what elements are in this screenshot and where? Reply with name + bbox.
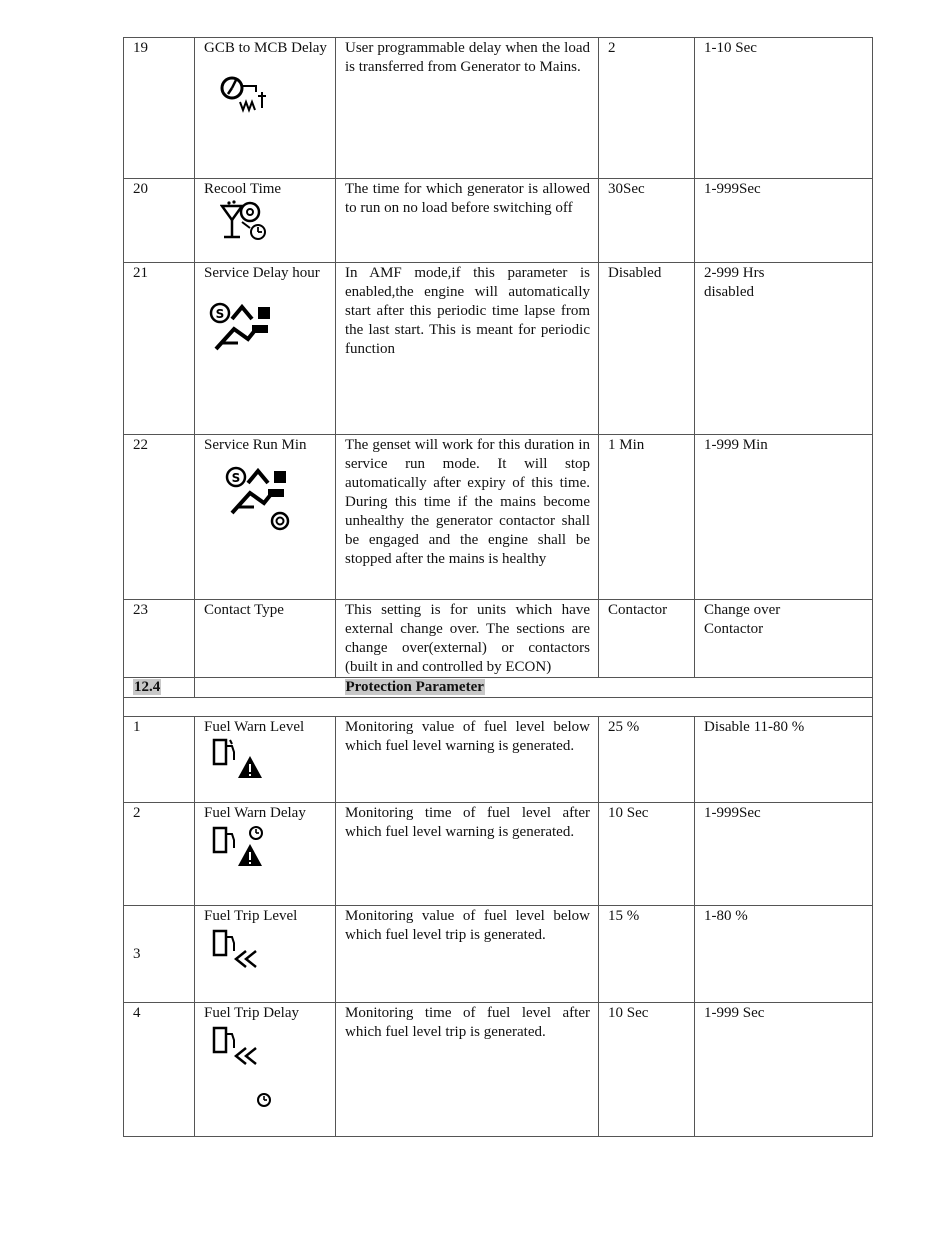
svg-text:S: S bbox=[215, 307, 225, 321]
parameter-name-cell bbox=[195, 803, 336, 906]
parameter-name-cell bbox=[195, 906, 336, 1003]
table-row bbox=[124, 435, 873, 600]
range-value: 1-999Sec bbox=[695, 179, 873, 263]
default-value: 10 Sec bbox=[599, 803, 695, 906]
range-value: 1-10 Sec bbox=[695, 38, 873, 179]
service-run-icon bbox=[224, 463, 327, 533]
fuel-trip-delay-icon bbox=[212, 1024, 327, 1108]
spacer-row bbox=[124, 698, 873, 717]
parameter-name: GCB to MCB Delay bbox=[204, 40, 327, 56]
parameter-name-cell bbox=[195, 1003, 336, 1137]
fuel-warn-level-icon bbox=[212, 738, 327, 780]
row-number: 1 bbox=[124, 717, 195, 803]
parameter-name-cell bbox=[195, 435, 336, 600]
parameter-name-cell bbox=[195, 179, 336, 263]
parameter-description: Monitoring value of fuel level below which fuel level warning is generated. bbox=[336, 717, 599, 803]
table-row bbox=[124, 38, 873, 179]
row-number: 4 bbox=[124, 1003, 195, 1137]
row-number: 19 bbox=[124, 38, 195, 179]
table-row bbox=[124, 906, 873, 1003]
parameter-name: Service Delay hour bbox=[204, 265, 320, 281]
parameter-name: Fuel Warn Delay bbox=[204, 805, 306, 821]
table-row bbox=[124, 717, 873, 803]
parameter-name-cell bbox=[195, 38, 336, 179]
range-value: Disable 11-80 % bbox=[695, 717, 873, 803]
parameter-name: Contact Type bbox=[195, 600, 336, 678]
table-row bbox=[124, 600, 873, 678]
gcb-mcb-delay-icon bbox=[218, 72, 327, 118]
default-value: 1 Min bbox=[599, 435, 695, 600]
section-title: Protection Parameter bbox=[345, 679, 484, 695]
default-value: 2 bbox=[599, 38, 695, 179]
range-value: 1-999Sec bbox=[695, 803, 873, 906]
parameter-name: Fuel Trip Delay bbox=[204, 1005, 300, 1021]
table-row bbox=[124, 179, 873, 263]
range-line: Change over bbox=[704, 602, 781, 618]
parameter-name: Fuel Warn Level bbox=[204, 719, 305, 735]
table-row bbox=[124, 803, 873, 906]
parameter-description: User programmable delay when the load is transferred from Generator to Mains. bbox=[336, 38, 599, 179]
parameter-description: Monitoring time of fuel level after which fuel level trip is generated. bbox=[336, 1003, 599, 1137]
row-number bbox=[124, 906, 195, 1003]
table-row bbox=[124, 1003, 873, 1137]
empty-cell bbox=[195, 678, 336, 698]
range-value bbox=[695, 600, 873, 678]
default-value: Contactor bbox=[599, 600, 695, 678]
section-title-cell bbox=[336, 678, 873, 698]
parameter-description: In AMF mode,if this parameter is enabled,the engine will automatically start after this periodic time lapse from the last start. This is meant for periodic function bbox=[336, 263, 599, 435]
parameter-name: Service Run Min bbox=[204, 437, 307, 453]
recool-time-icon bbox=[220, 200, 327, 244]
range-value: 1-80 % bbox=[695, 906, 873, 1003]
range-line: 2-999 Hrs bbox=[704, 265, 765, 281]
default-value: 30Sec bbox=[599, 179, 695, 263]
range-value bbox=[695, 263, 873, 435]
fuel-trip-level-icon bbox=[212, 927, 327, 971]
parameter-description: This setting is for units which have external change over. The sections are change over(external) or contactors (built in and controlled by ECON) bbox=[336, 600, 599, 678]
fuel-warn-delay-icon bbox=[212, 824, 327, 868]
row-number: 21 bbox=[124, 263, 195, 435]
table-row bbox=[124, 263, 873, 435]
svg-text:S: S bbox=[231, 471, 241, 485]
default-value: 15 % bbox=[599, 906, 695, 1003]
row-number: 22 bbox=[124, 435, 195, 600]
default-value: Disabled bbox=[599, 263, 695, 435]
row-number: 20 bbox=[124, 179, 195, 263]
default-value: 25 % bbox=[599, 717, 695, 803]
section-number: 12.4 bbox=[134, 679, 161, 695]
row-number-value: 3 bbox=[133, 946, 141, 962]
section-heading-row bbox=[124, 678, 873, 698]
parameter-description: Monitoring time of fuel level after which fuel level warning is generated. bbox=[336, 803, 599, 906]
parameter-name-cell bbox=[195, 717, 336, 803]
parameter-name: Recool Time bbox=[204, 181, 282, 197]
range-line: Contactor bbox=[704, 621, 764, 637]
range-line: disabled bbox=[704, 284, 754, 300]
parameter-description: The genset will work for this duration in service run mode. It will stop automatically after expiry of this time. During this time if the mains become unhealthy the generator contactor shall be engaged and the engine shall be stopped after the mains is healthy bbox=[336, 435, 599, 600]
row-number: 23 bbox=[124, 600, 195, 678]
parameter-name: Fuel Trip Level bbox=[204, 908, 298, 924]
parameter-name-cell bbox=[195, 263, 336, 435]
range-value: 1-999 Min bbox=[695, 435, 873, 600]
parameter-description: Monitoring value of fuel level below which fuel level trip is generated. bbox=[336, 906, 599, 1003]
parameter-description: The time for which generator is allowed to run on no load before switching off bbox=[336, 179, 599, 263]
section-number-cell bbox=[124, 678, 195, 698]
row-number: 2 bbox=[124, 803, 195, 906]
range-value: 1-999 Sec bbox=[695, 1003, 873, 1137]
empty-cell bbox=[124, 698, 873, 717]
parameter-table bbox=[123, 37, 873, 1137]
service-delay-icon bbox=[208, 299, 327, 353]
default-value: 10 Sec bbox=[599, 1003, 695, 1137]
